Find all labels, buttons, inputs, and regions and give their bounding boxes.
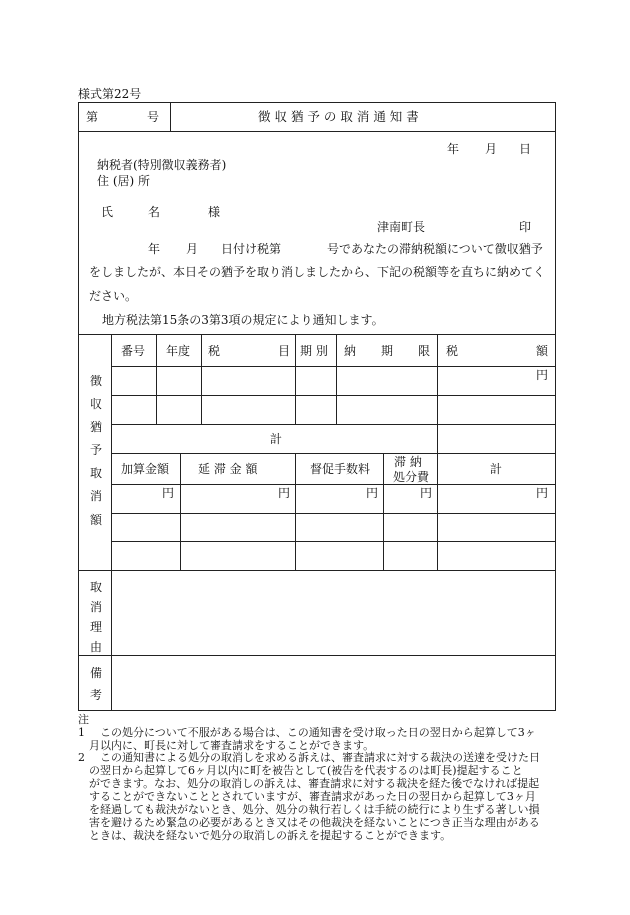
col-ki: 期 [381, 344, 394, 358]
body-line4: 地方税法第15条の3第3項の規定により通知します。 [102, 313, 384, 327]
name-label-mei: 名 [148, 205, 161, 219]
note-1-line-2: 月以内に、町長に対して審査請求をすることができます。 [89, 739, 375, 752]
reason-label-3: 理 [90, 620, 103, 634]
amount-label-6: 消 [90, 489, 103, 503]
note-2-line-4: することができないこととされていますが、審査請求があった日の翌日から起算して3ヶ月 [89, 790, 536, 803]
col-kei: 計 [490, 462, 503, 476]
amount-label-2: 収 [90, 397, 103, 411]
col-entai: 延 滞 金 額 [198, 462, 258, 476]
body-year: 年 [148, 242, 161, 256]
date-month: 月 [485, 142, 498, 156]
yen-unit-kasan: 円 [162, 486, 175, 500]
header-go: 号 [147, 110, 160, 124]
note-2-line-7: ときは、裁決を経ないで処分の取消しの訴えを提起することができます。 [89, 829, 452, 842]
body-line1-a: 日付け税第 [221, 242, 282, 256]
col-tainou-2: 処分費 [393, 470, 430, 484]
yen-unit-tainou: 円 [420, 486, 433, 500]
note-2-number: 2 [78, 751, 85, 764]
remarks-label-2: 考 [90, 688, 103, 702]
yen-unit-tokusoku: 円 [366, 486, 379, 500]
amount-label-3: 猶 [90, 420, 103, 434]
amount-label-5: 取 [90, 466, 103, 480]
col-nendo: 年度 [166, 344, 191, 358]
amount-label-7: 額 [90, 513, 103, 527]
header-dai: 第 [86, 110, 99, 124]
date-year: 年 [447, 142, 460, 156]
col-zei2: 税 [446, 344, 459, 358]
col-tokusoku: 督促手数料 [310, 462, 371, 476]
col-gen: 限 [418, 344, 431, 358]
body-line1-b: 号であなたの滞納税額について徴収猶予 [327, 242, 543, 256]
col-bango: 番号 [121, 344, 146, 358]
body-month: 月 [186, 242, 199, 256]
col-kasan: 加算金額 [121, 462, 170, 476]
remarks-label-1: 備 [90, 666, 103, 680]
note-1-line-1: この処分について不服がある場合は、この通知書を受け取った日の翌日から起算して3ヶ [100, 726, 536, 739]
seal-mark: 印 [519, 220, 532, 234]
name-label-shi: 氏 [101, 205, 114, 219]
form-number: 様式第22号 [78, 87, 142, 101]
col-zei: 税 [208, 344, 221, 358]
total-label: 計 [270, 432, 283, 446]
reason-label-2: 消 [90, 600, 103, 614]
notes-heading: 注 [78, 713, 89, 726]
note-2-line-3: ができます。なお、処分の取消しの訴えは、審査請求に対する裁決を経た後でなければ提起 [89, 777, 540, 790]
yen-unit-entai: 円 [278, 486, 291, 500]
note-1-number: 1 [78, 726, 85, 739]
body-line3: ださい。 [89, 289, 138, 303]
col-moku: 目 [278, 344, 291, 358]
note-2-line-2: の翌日から起算して6ヶ月以内に町を被告として(被告を代表するのは町長)提起すること [89, 764, 523, 777]
col-kibetsu: 期 別 [300, 344, 328, 358]
amount-label-4: 予 [90, 443, 103, 457]
body-line2: をしましたが、本日その猶予を取り消しましたから、下記の税額等を直ちに納めてく [89, 265, 546, 279]
issuer-name: 津南町長 [377, 220, 426, 234]
col-tainou-1: 滞 納 [394, 455, 422, 469]
col-gaku: 額 [536, 344, 549, 358]
reason-label-1: 取 [90, 580, 103, 594]
note-2-line-6: 害を避けるため緊急の必要があるとき又はその他裁決を経ないことにつき正当な理由がある [89, 816, 540, 829]
document-title: 徴 収 猶 予 の 取 消 通 知 書 [258, 109, 419, 124]
amount-label-1: 徴 [90, 374, 103, 388]
date-day: 日 [519, 142, 532, 156]
col-nou: 納 [344, 344, 357, 358]
address-label: 住 (居) 所 [97, 174, 150, 188]
note-2-line-1: この通知書による処分の取消しを求める訴えは、審査請求に対する裁決の送達を受けた日 [100, 751, 540, 764]
reason-label-4: 由 [90, 640, 103, 654]
taxpayer-label: 納税者(特別徴収義務者) [97, 158, 227, 172]
yen-unit-tax: 円 [536, 368, 549, 382]
note-2-line-5: を経過しても裁決がないとき、処分、処分の執行若しくは手続の続行により生ずる著しい損 [89, 803, 540, 816]
honorific-sama: 様 [208, 205, 221, 219]
yen-unit-total: 円 [536, 486, 549, 500]
